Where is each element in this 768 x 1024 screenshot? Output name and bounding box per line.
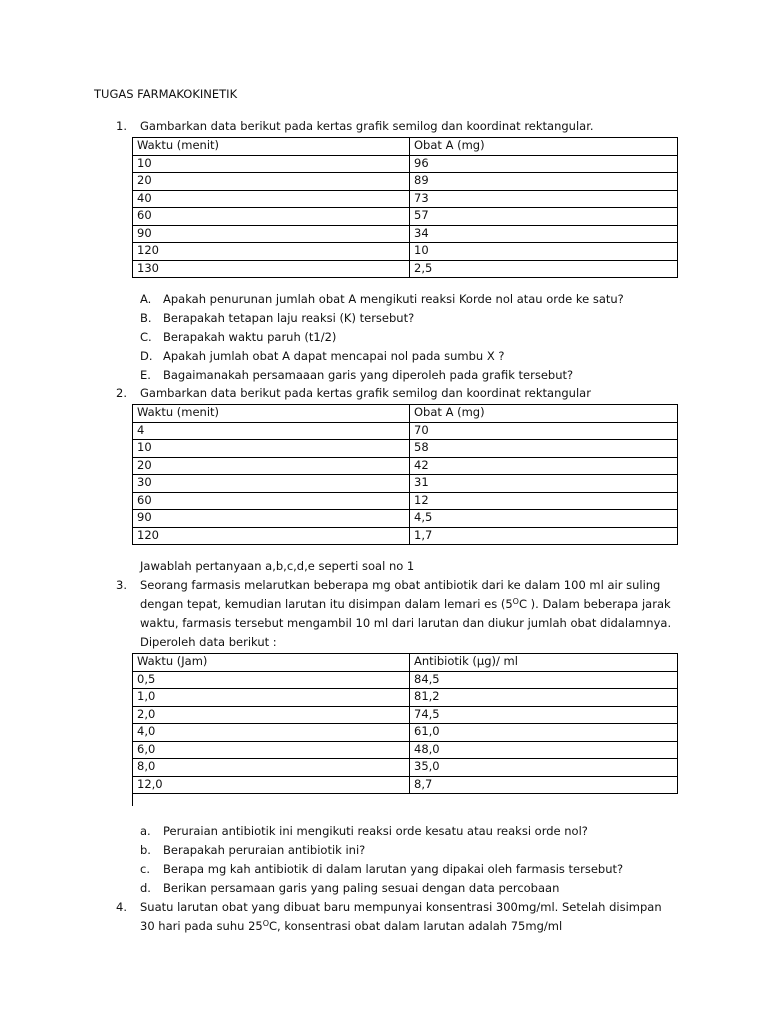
table-border-stub	[132, 789, 133, 806]
table-cell: 12,0	[133, 776, 410, 794]
table-header-row	[133, 138, 678, 156]
document-title: TUGAS FARMAKOKINETIK	[94, 87, 238, 101]
table-cell: 90	[133, 225, 410, 243]
table-row	[133, 155, 678, 173]
table-cell: 84,5	[410, 671, 678, 689]
question-number: 1.	[116, 119, 127, 133]
table-row	[133, 492, 678, 510]
table-row	[133, 260, 678, 278]
table-row	[133, 422, 678, 440]
sub-question-text: Berapakah peruraian antibiotik ini?	[163, 843, 366, 857]
column-header: Waktu (Jam)	[133, 654, 410, 672]
table-cell: 20	[133, 173, 410, 191]
table-cell: 34	[410, 225, 678, 243]
table-cell: 73	[410, 190, 678, 208]
sub-question-text: Apakah jumlah obat A dapat mencapai nol pada sumbu X ?	[163, 349, 505, 363]
table-cell: 31	[410, 475, 678, 493]
table-cell: 58	[410, 440, 678, 458]
table-row	[133, 689, 678, 707]
table-header-row	[133, 654, 678, 672]
table-row	[133, 475, 678, 493]
question-text-line: Diperoleh data berikut :	[140, 635, 277, 649]
table-cell: 42	[410, 457, 678, 475]
question-text: Gambarkan data berikut pada kertas grafik semilog dan koordinat rektangular	[140, 386, 591, 400]
question-text-segment: 30 hari pada suhu 25	[140, 919, 263, 933]
table-cell: 20	[133, 457, 410, 475]
table-cell: 6,0	[133, 741, 410, 759]
table-cell: 35,0	[410, 759, 678, 777]
table-row	[133, 741, 678, 759]
table-cell: 130	[133, 260, 410, 278]
table-cell: 120	[133, 243, 410, 261]
question-text-line: Seorang farmasis melarutkan beberapa mg obat antibiotik dari ke dalam 100 ml air suling	[140, 578, 661, 592]
table-cell: 61,0	[410, 724, 678, 742]
table-cell: 90	[133, 510, 410, 528]
sub-question-text: Bagaimanakah persamaaan garis yang diperoleh pada grafik tersebut?	[163, 368, 574, 382]
sub-question-letter: a.	[140, 824, 151, 838]
table-row	[133, 208, 678, 226]
data-table-2	[132, 404, 678, 545]
table-cell: 74,5	[410, 706, 678, 724]
table-row	[133, 173, 678, 191]
sub-question-letter: C.	[140, 330, 152, 344]
question-text-segment: C ). Dalam beberapa jarak	[518, 597, 671, 611]
column-header: Antibiotik (μg)/ ml	[410, 654, 678, 672]
table-cell: 60	[133, 492, 410, 510]
sub-question-letter: D.	[140, 349, 153, 363]
table-cell: 4,0	[133, 724, 410, 742]
table-row	[133, 457, 678, 475]
table-cell: 12	[410, 492, 678, 510]
sub-question-letter: A.	[140, 292, 152, 306]
table-cell: 4,5	[410, 510, 678, 528]
sub-question-letter: d.	[140, 881, 151, 895]
table-row	[133, 706, 678, 724]
table-cell: 2,0	[133, 706, 410, 724]
question-text-line	[140, 919, 562, 933]
sub-question-text: Berapakah waktu paruh (t1/2)	[163, 330, 337, 344]
question-number: 3.	[116, 578, 127, 592]
table-cell: 8,7	[410, 776, 678, 794]
table-cell: 48,0	[410, 741, 678, 759]
table-cell: 10	[133, 440, 410, 458]
question-text-line: waktu, farmasis tersebut mengambil 10 ml dari larutan dan diukur jumlah obat didalamnya.	[140, 616, 672, 630]
table-cell: 96	[410, 155, 678, 173]
sub-question-text: Peruraian antibiotik ini mengikuti reaksi orde kesatu atau reaksi orde nol?	[163, 824, 588, 838]
sub-question-text: Berikan persamaan garis yang paling sesuai dengan data percobaan	[163, 881, 560, 895]
table-cell: 1,0	[133, 689, 410, 707]
table-row	[133, 190, 678, 208]
table-cell: 40	[133, 190, 410, 208]
question-text-segment: C, konsentrasi obat dalam larutan adalah 75mg/ml	[269, 919, 563, 933]
question-text-segment: dengan tepat, kemudian larutan itu disimpan dalam lemari es (5	[140, 597, 513, 611]
table-cell: 120	[133, 527, 410, 545]
sub-question-letter: c.	[140, 862, 150, 876]
question-text-line: Suatu larutan obat yang dibuat baru mempunyai konsentrasi 300mg/ml. Setelah disimpan	[140, 900, 662, 914]
table-cell: 0,5	[133, 671, 410, 689]
question-number: 4.	[116, 900, 127, 914]
table-cell: 30	[133, 475, 410, 493]
table-cell: 89	[410, 173, 678, 191]
data-table-1	[132, 137, 678, 278]
sub-question-letter: E.	[140, 368, 151, 382]
question-text: Gambarkan data berikut pada kertas grafik semilog dan koordinat rektangular.	[140, 119, 594, 133]
table-row	[133, 243, 678, 261]
column-header: Obat A (mg)	[410, 138, 678, 156]
table-row	[133, 225, 678, 243]
table-cell: 1,7	[410, 527, 678, 545]
column-header: Waktu (menit)	[133, 138, 410, 156]
data-table-3	[132, 653, 678, 794]
degree-superscript: O	[262, 919, 269, 928]
table-row	[133, 776, 678, 794]
sub-question-text: Berapa mg kah antibiotik di dalam larutan yang dipakai oleh farmasis tersebut?	[163, 862, 624, 876]
table-row	[133, 759, 678, 777]
column-header: Waktu (menit)	[133, 405, 410, 423]
sub-question-text: Berapakah tetapan laju reaksi (K) tersebut?	[163, 311, 415, 325]
table-row	[133, 671, 678, 689]
table-row	[133, 440, 678, 458]
column-header: Obat A (mg)	[410, 405, 678, 423]
degree-superscript: O	[512, 597, 519, 606]
instruction-text: Jawablah pertanyaan a,b,c,d,e seperti soal no 1	[140, 559, 415, 573]
table-row	[133, 724, 678, 742]
table-row	[133, 527, 678, 545]
table-cell: 70	[410, 422, 678, 440]
question-number: 2.	[116, 386, 127, 400]
table-cell: 60	[133, 208, 410, 226]
table-header-row	[133, 405, 678, 423]
table-cell: 8,0	[133, 759, 410, 777]
sub-question-letter: B.	[140, 311, 152, 325]
table-cell: 2,5	[410, 260, 678, 278]
sub-question-text: Apakah penurunan jumlah obat A mengikuti reaksi Korde nol atau orde ke satu?	[163, 292, 624, 306]
table-cell: 81,2	[410, 689, 678, 707]
question-text-line	[140, 597, 671, 611]
table-cell: 57	[410, 208, 678, 226]
table-cell: 10	[133, 155, 410, 173]
table-cell: 4	[133, 422, 410, 440]
table-row	[133, 510, 678, 528]
table-cell: 10	[410, 243, 678, 261]
sub-question-letter: b.	[140, 843, 151, 857]
